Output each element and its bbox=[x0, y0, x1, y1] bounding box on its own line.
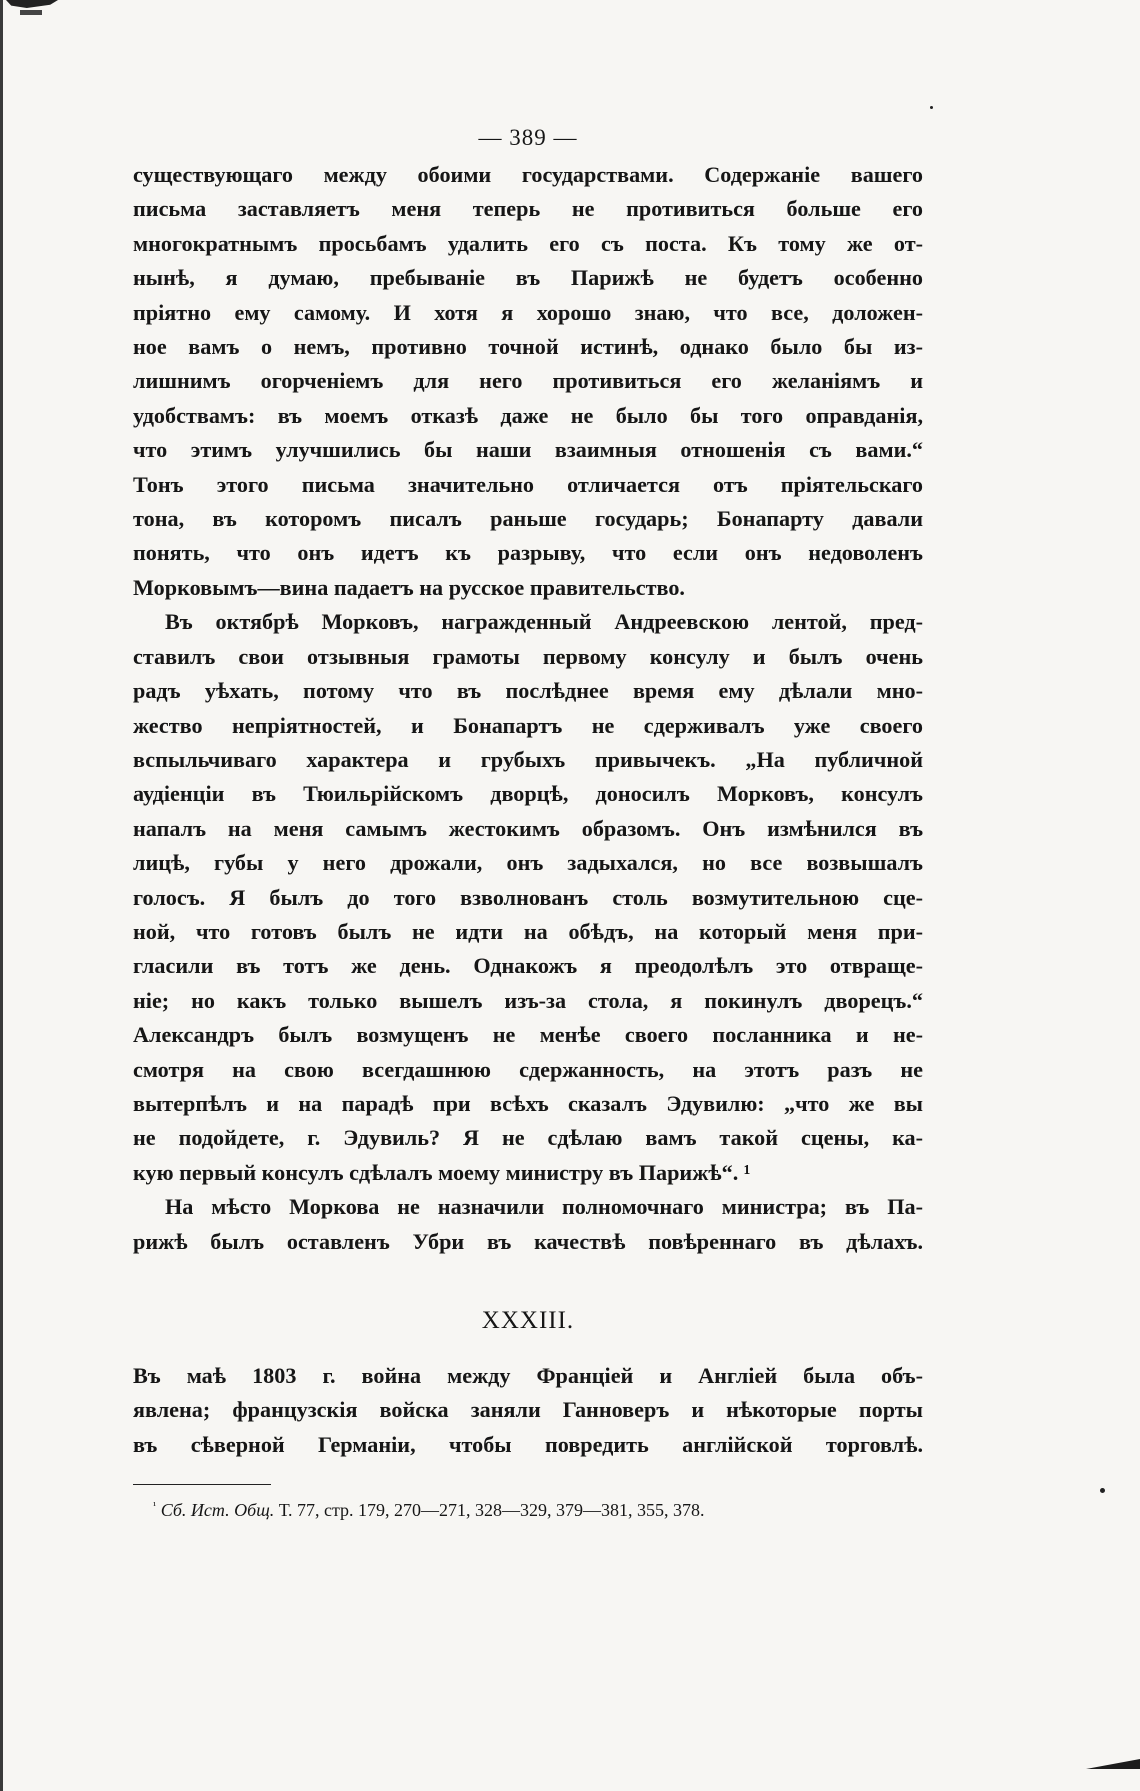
text-line: напалъ на меня самымъ жестокимъ образомъ. Онъ измѣнился въ bbox=[133, 815, 923, 841]
text-line: не подойдете, г. Эдувиль? Я не сдѣлаю вамъ такой сцены, ка- bbox=[133, 1125, 923, 1151]
text-line: жество непріятностей, и Бонапартъ не сдерживалъ уже своего bbox=[133, 712, 923, 738]
text-line: существующаго между обоими государствами. Содержаніе вашего bbox=[133, 162, 923, 187]
text-line: гласили въ тотъ же день. Однакожъ я преодолѣлъ это отвраще- bbox=[133, 953, 923, 979]
scan-artifact bbox=[20, 10, 42, 15]
text-column bbox=[133, 118, 923, 1525]
text-line: Въ октябрѣ Морковъ, награжденный Андреевскою лентой, пред- bbox=[165, 609, 923, 635]
scan-speck bbox=[1100, 1488, 1105, 1493]
text-line: письма заставляетъ меня теперь не противиться больше его bbox=[133, 196, 923, 222]
footnote-source: Сб. Ист. Общ. bbox=[160, 1500, 275, 1521]
text-line: вытерпѣлъ и на парадѣ при всѣхъ сказалъ Эдувилю: „что же вы bbox=[133, 1090, 923, 1116]
section-heading: XXXIII. bbox=[481, 1307, 575, 1334]
text-line: понять, что онъ идетъ къ разрыву, что если онъ недоволенъ bbox=[133, 540, 923, 566]
footnote-text: Т. 77, стр. 179, 270—271, 328—329, 379—381, 355, 378. bbox=[278, 1500, 705, 1521]
text-line: аудіенціи въ Тюильрійскомъ дворцѣ, доносилъ Морковъ, консулъ bbox=[133, 781, 923, 807]
text-line: пріятно ему самому. И хотя я хорошо знаю, что все, доложен- bbox=[133, 299, 923, 325]
text-line: лицѣ, губы у него дрожали, онъ задыхался, но все возвышалъ bbox=[133, 850, 923, 876]
scan-speck bbox=[930, 106, 933, 109]
text-line: радъ уѣхать, потому что въ послѣднее время ему дѣлали мно- bbox=[133, 678, 923, 704]
scan-artifact bbox=[1080, 1759, 1140, 1769]
text-line: лишнимъ огорченіемъ для него противиться его желаніямъ и bbox=[133, 368, 923, 394]
footnote-divider bbox=[133, 1484, 271, 1485]
text-line: Александръ былъ возмущенъ не менѣе своего посланника и не- bbox=[133, 1022, 923, 1048]
text-line: что этимъ улучшились бы наши взаимныя отношенія съ вами.“ bbox=[133, 437, 923, 463]
text-line: въ сѣверной Германіи, чтобы повредить англійской торговлѣ. bbox=[133, 1431, 923, 1457]
paragraph-1 bbox=[133, 158, 923, 605]
text-line: ставилъ свои отзывныя грамоты первому консулу и былъ очень bbox=[133, 643, 923, 669]
footnote-marker: ¹ bbox=[153, 1500, 157, 1513]
text-line: Морковымъ—вина падаетъ на русское правительство. bbox=[133, 574, 685, 600]
text-line: кую первый консулъ сдѣлалъ моему министру въ Парижѣ“. ¹ bbox=[133, 1159, 751, 1185]
text-line: многократнымъ просьбамъ удалить его съ поста. Къ тому же от- bbox=[133, 230, 923, 256]
text-line: голосъ. Я былъ до того взволнованъ столь возмутительною сце- bbox=[133, 884, 923, 910]
text-line: тона, въ которомъ писалъ раньше государь; Бонапарту давали bbox=[133, 506, 923, 532]
section-paragraph bbox=[133, 1359, 923, 1462]
paragraph-2 bbox=[133, 605, 923, 1190]
paragraph-3 bbox=[133, 1190, 923, 1259]
text-line: ніе; но какъ только вышелъ изъ-за стола, я покинулъ дворецъ.“ bbox=[133, 987, 923, 1013]
text-line: Въ маѣ 1803 г. война между Франціей и Англіей была объ- bbox=[133, 1363, 923, 1388]
text-line: Тонъ этого письма значительно отличается отъ пріятельскаго bbox=[133, 471, 923, 497]
text-line: удобствамъ: въ моемъ отказѣ даже не было бы того оправданія, bbox=[133, 402, 923, 428]
text-line: ной, что готовъ былъ не идти на обѣдъ, на который меня при- bbox=[133, 918, 923, 944]
text-line: рижѣ былъ оставленъ Убри въ качествѣ повѣреннаго въ дѣлахъ. bbox=[133, 1228, 923, 1254]
text-line: На мѣсто Моркова не назначили полномочнаго министра; въ Па- bbox=[165, 1194, 923, 1220]
text-line: вспыльчиваго характера и грубыхъ привычекъ. „На публичной bbox=[133, 746, 923, 772]
text-line: смотря на свою всегдашнюю сдержанность, на этотъ разъ не bbox=[133, 1056, 923, 1082]
text-line: ное вамъ о немъ, противно точной истинѣ, однако было бы из- bbox=[133, 334, 923, 360]
page-edge-shadow bbox=[0, 0, 3, 1791]
scan-artifact bbox=[6, 0, 58, 8]
text-line: нынѣ, я думаю, пребываніе въ Парижѣ не будетъ особенно bbox=[133, 265, 923, 291]
text-line: явлена; французскія войска заняли Ганноверъ и нѣкоторые порты bbox=[133, 1397, 923, 1423]
page-number: — 389 — bbox=[478, 125, 578, 150]
footnote bbox=[133, 1491, 923, 1525]
